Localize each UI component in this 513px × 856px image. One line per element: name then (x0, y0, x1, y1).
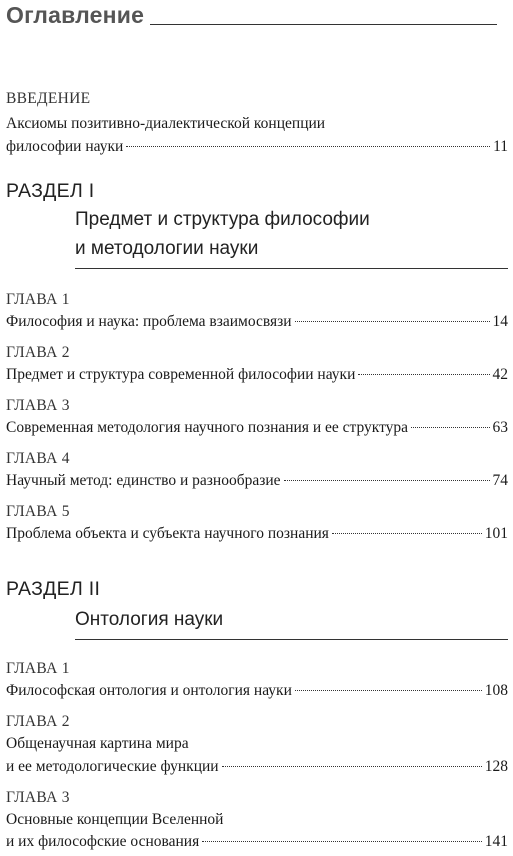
intro-entry[interactable] (6, 138, 508, 156)
section-1-rule (75, 268, 508, 269)
chapter-title-line1: Общенаучная картина мира (6, 735, 189, 752)
dot-leader (411, 427, 489, 428)
dot-leader (295, 321, 490, 322)
chapter-label: ГЛАВА 1 (6, 660, 70, 677)
chapter-entry[interactable] (6, 682, 508, 700)
heading-rule (150, 24, 497, 25)
toc-heading: Оглавление (6, 2, 145, 28)
chapter-label: ГЛАВА 2 (6, 344, 70, 361)
chapter-title: Философия и наука: проблема взаимосвязи (6, 313, 292, 330)
dot-leader (284, 480, 490, 481)
chapter-label: ГЛАВА 3 (6, 789, 70, 806)
chapter-title-line1: Основные концепции Вселенной (6, 811, 224, 828)
chapter-entry[interactable] (6, 419, 508, 437)
dot-leader (126, 146, 490, 147)
chapter-title: Философская онтология и онтология науки (6, 682, 292, 699)
chapter-title: Предмет и структура современной философии науки (6, 366, 356, 383)
chapter-entry[interactable] (6, 313, 508, 331)
dot-leader (222, 766, 482, 767)
section-1-title-line2: и методологии науки (75, 238, 259, 259)
dot-leader (358, 374, 489, 375)
chapter-title: Проблема объекта и субъекта научного познания (6, 525, 329, 542)
chapter-page-number: 108 (484, 682, 508, 699)
chapter-title: и их философские основания (6, 833, 200, 850)
chapter-entry[interactable] (6, 833, 508, 851)
chapter-label: ГЛАВА 3 (6, 397, 70, 414)
chapter-title: Современная методология научного познания и ее структура (6, 419, 409, 436)
dot-leader (202, 841, 482, 842)
chapter-title: и ее методологические функции (6, 758, 219, 775)
chapter-page-number: 74 (492, 472, 508, 489)
intro-title-line1: Аксиомы позитивно-диалектической концепции (6, 115, 326, 132)
chapter-label: ГЛАВА 2 (6, 713, 70, 730)
intro-page-number: 11 (493, 138, 508, 155)
chapter-title: Научный метод: единство и разнообразие (6, 472, 281, 489)
chapter-page-number: 128 (484, 758, 508, 775)
chapter-label: ГЛАВА 1 (6, 291, 70, 308)
chapter-page-number: 141 (484, 833, 508, 850)
chapter-entry[interactable] (6, 472, 508, 490)
intro-title-line2: философии науки (6, 138, 124, 155)
chapter-entry[interactable] (6, 758, 508, 776)
chapter-label: ГЛАВА 5 (6, 503, 70, 520)
section-1-label: РАЗДЕЛ I (6, 180, 95, 202)
dot-leader (295, 690, 482, 691)
chapter-entry[interactable] (6, 525, 508, 543)
chapter-page-number: 63 (492, 419, 508, 436)
section-1-title-line1: Предмет и структура философии (75, 209, 370, 230)
chapter-page-number: 14 (492, 313, 508, 330)
chapter-label: ГЛАВА 4 (6, 450, 70, 467)
intro-label: ВВЕДЕНИЕ (6, 90, 91, 107)
dot-leader (332, 533, 482, 534)
section-2-label: РАЗДЕЛ II (6, 578, 101, 600)
section-2-title-line1: Онтология науки (75, 609, 224, 630)
chapter-page-number: 42 (492, 366, 508, 383)
section-2-rule (75, 639, 508, 640)
chapter-entry[interactable] (6, 366, 508, 384)
chapter-page-number: 101 (484, 525, 508, 542)
